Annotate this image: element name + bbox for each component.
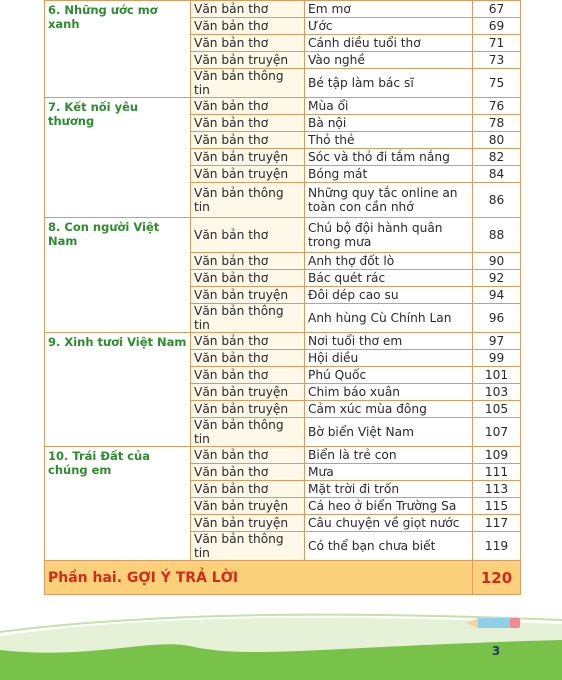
text-genre: Văn bản thơ — [191, 350, 305, 367]
lesson-title: Anh hùng Cù Chính Lan — [305, 304, 473, 333]
page-ref: 97 — [473, 333, 521, 350]
lesson-title: Chú bộ đội hành quân trong mưa — [305, 218, 473, 253]
page-ref: 69 — [473, 18, 521, 35]
lesson-title: Cá heo ở biển Trường Sa — [305, 498, 473, 515]
text-genre: Văn bản thơ — [191, 1, 305, 18]
footer-wave — [0, 610, 562, 680]
text-genre: Văn bản truyện — [191, 287, 305, 304]
text-genre: Văn bản thơ — [191, 447, 305, 464]
page-ref: 107 — [473, 418, 521, 447]
text-genre: Văn bản thông tin — [191, 418, 305, 447]
page-ref: 117 — [473, 515, 521, 532]
text-genre: Văn bản thơ — [191, 253, 305, 270]
page-ref: 73 — [473, 52, 521, 69]
toc-row — [45, 218, 521, 253]
text-genre: Văn bản truyện — [191, 401, 305, 418]
page-ref: 113 — [473, 481, 521, 498]
page-ref: 76 — [473, 98, 521, 115]
toc-row — [45, 98, 521, 115]
lesson-title: Vào nghề — [305, 52, 473, 69]
lesson-title: Bờ biển Việt Nam — [305, 418, 473, 447]
page-ref: 67 — [473, 1, 521, 18]
text-genre: Văn bản thông tin — [191, 304, 305, 333]
page-ref: 78 — [473, 115, 521, 132]
lesson-title: Thỏ thẻ — [305, 132, 473, 149]
lesson-title: Mưa — [305, 464, 473, 481]
unit-title: 9. Xinh tươi Việt Nam — [45, 333, 191, 447]
text-genre: Văn bản thơ — [191, 481, 305, 498]
page-ref: 101 — [473, 367, 521, 384]
text-genre: Văn bản thơ — [191, 98, 305, 115]
page-ref: 119 — [473, 532, 521, 561]
lesson-title: Câu chuyện về giọt nước — [305, 515, 473, 532]
unit-title: 6. Những ước mơ xanh — [45, 1, 191, 98]
text-genre: Văn bản thơ — [191, 367, 305, 384]
text-genre: Văn bản thơ — [191, 115, 305, 132]
lesson-title: Mặt trời đi trốn — [305, 481, 473, 498]
page-ref: 86 — [473, 183, 521, 218]
lesson-title: Em mơ — [305, 1, 473, 18]
lesson-title: Nơi tuổi thơ em — [305, 333, 473, 350]
text-genre: Văn bản truyện — [191, 498, 305, 515]
toc-row — [45, 1, 521, 18]
lesson-title: Cánh diều tuổi thơ — [305, 35, 473, 52]
text-genre: Văn bản truyện — [191, 515, 305, 532]
lesson-title: Đôi dép cao su — [305, 287, 473, 304]
text-genre: Văn bản truyện — [191, 384, 305, 401]
page-ref: 96 — [473, 304, 521, 333]
unit-title: 10. Trái Đất của chúng em — [45, 447, 191, 561]
part-two-page: 120 — [473, 561, 521, 595]
text-genre: Văn bản truyện — [191, 149, 305, 166]
lesson-title: Những quy tắc online an toàn con cần nhớ — [305, 183, 473, 218]
text-genre: Văn bản thơ — [191, 333, 305, 350]
page-ref: 84 — [473, 166, 521, 183]
table-of-contents — [44, 0, 521, 595]
page-ref: 92 — [473, 270, 521, 287]
text-genre: Văn bản thơ — [191, 35, 305, 52]
lesson-title: Mùa ổi — [305, 98, 473, 115]
lesson-title: Biển là trẻ con — [305, 447, 473, 464]
lesson-title: Bà nội — [305, 115, 473, 132]
lesson-title: Phú Quốc — [305, 367, 473, 384]
page-ref: 111 — [473, 464, 521, 481]
text-genre: Văn bản thơ — [191, 270, 305, 287]
part-two-row — [45, 561, 521, 595]
page-ref: 71 — [473, 35, 521, 52]
lesson-title: Bóng mát — [305, 166, 473, 183]
text-genre: Văn bản truyện — [191, 166, 305, 183]
lesson-title: Ước — [305, 18, 473, 35]
part-two-title: Phần hai. GỢI Ý TRẢ LỜI — [45, 561, 473, 595]
lesson-title: Sóc và thỏ đi tắm nắng — [305, 149, 473, 166]
page-ref: 82 — [473, 149, 521, 166]
toc-row — [45, 333, 521, 350]
lesson-title: Chim báo xuân — [305, 384, 473, 401]
toc-row — [45, 447, 521, 464]
unit-title: 8. Con người Việt Nam — [45, 218, 191, 333]
page-ref: 94 — [473, 287, 521, 304]
text-genre: Văn bản thông tin — [191, 532, 305, 561]
text-genre: Văn bản thơ — [191, 18, 305, 35]
page-ref: 115 — [473, 498, 521, 515]
page-ref: 105 — [473, 401, 521, 418]
lesson-title: Anh thợ đốt lò — [305, 253, 473, 270]
page-ref: 88 — [473, 218, 521, 253]
page-number: 3 — [491, 644, 501, 658]
lesson-title: Bé tập làm bác sĩ — [305, 69, 473, 98]
page-ref: 103 — [473, 384, 521, 401]
lesson-title: Bác quét rác — [305, 270, 473, 287]
text-genre: Văn bản thông tin — [191, 183, 305, 218]
page-ref: 90 — [473, 253, 521, 270]
page-ref: 99 — [473, 350, 521, 367]
text-genre: Văn bản thơ — [191, 218, 305, 253]
text-genre: Văn bản thơ — [191, 132, 305, 149]
lesson-title: Hội diều — [305, 350, 473, 367]
text-genre: Văn bản thơ — [191, 464, 305, 481]
page-ref: 109 — [473, 447, 521, 464]
text-genre: Văn bản thông tin — [191, 69, 305, 98]
page-ref: 80 — [473, 132, 521, 149]
lesson-title: Có thể bạn chưa biết — [305, 532, 473, 561]
text-genre: Văn bản truyện — [191, 52, 305, 69]
lesson-title: Cảm xúc mùa đông — [305, 401, 473, 418]
unit-title: 7. Kết nối yêu thương — [45, 98, 191, 218]
page-ref: 75 — [473, 69, 521, 98]
